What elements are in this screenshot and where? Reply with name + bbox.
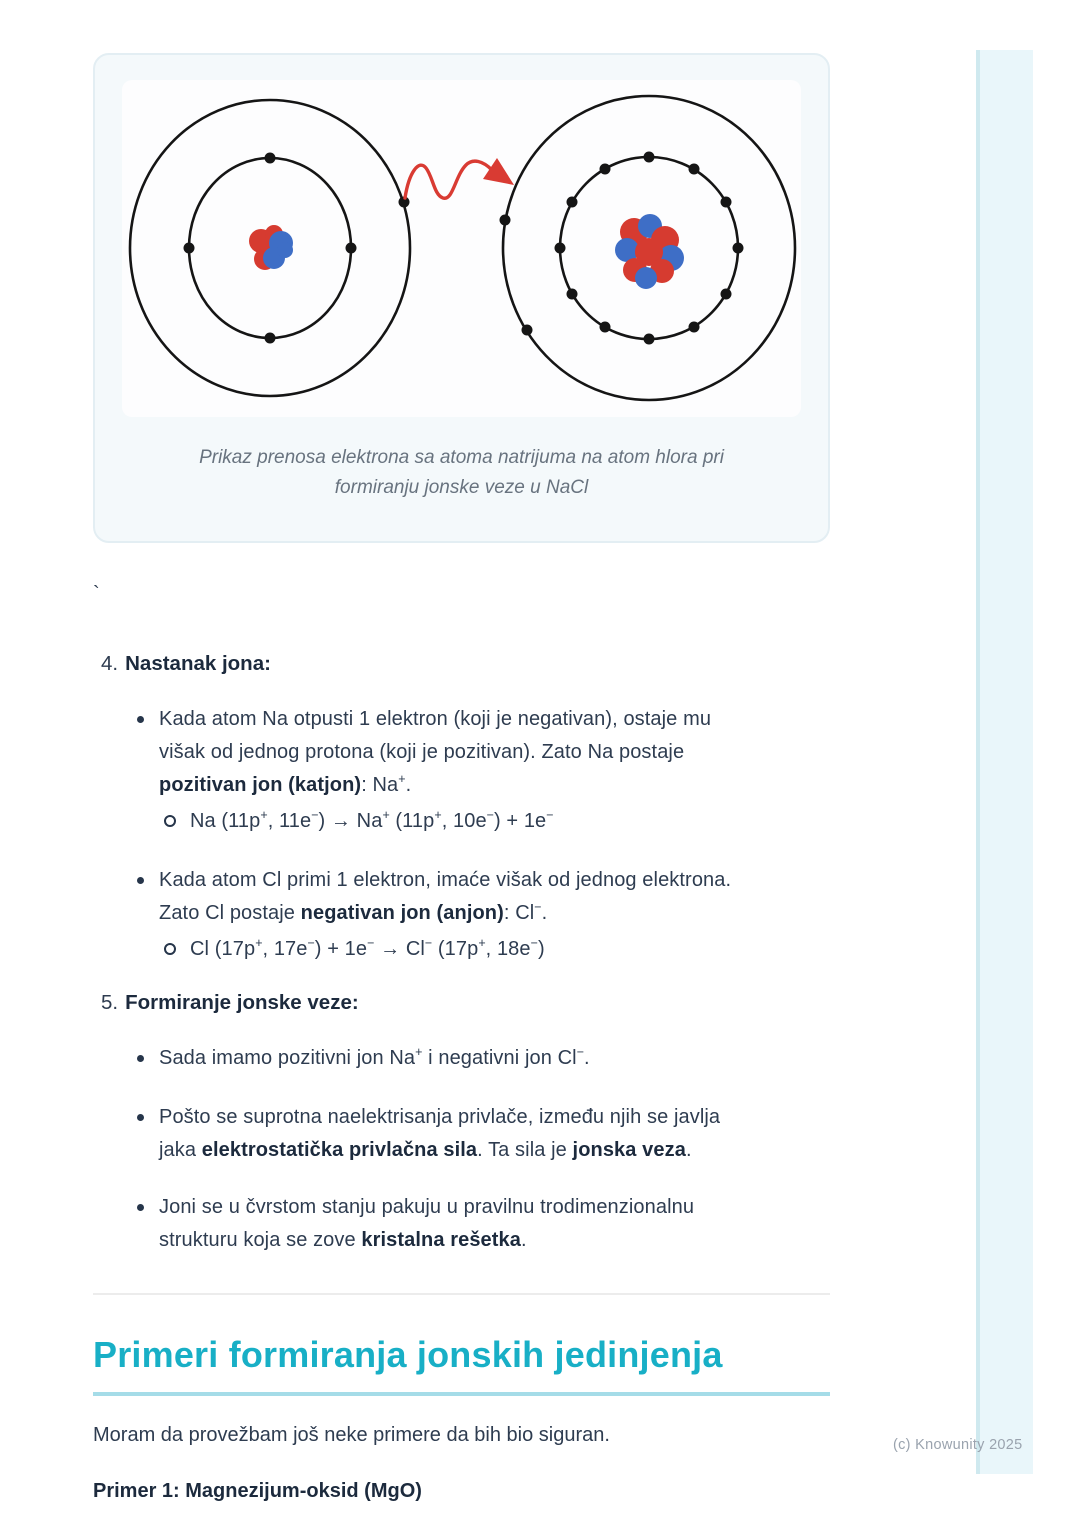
bullet-dot-icon <box>137 716 144 723</box>
list-item <box>93 1191 830 1257</box>
chlorine-nucleus <box>615 214 684 289</box>
list-item <box>93 1042 830 1077</box>
section-5-title <box>101 988 830 1018</box>
section-4-number: 4. <box>101 652 119 675</box>
bullet-text: Kada atom Na otpusti 1 elektron (koji je negativan), ostaje mu višak od jednog protona (koji je pozitivan). Zato Na postaje pozitivan jon (katjon): Na+. <box>159 708 712 796</box>
bullet-text: Kada atom Cl primi 1 elektron, imaće višak od jednog elektrona. Zato Cl postaje negativan jon (anjon): Cl−. <box>159 869 732 924</box>
sub-bullet-text: Na (11p+, 11e−) → Na+ (11p+, 10e−) + 1e− <box>190 808 554 832</box>
bullet-text: Sada imamo pozitivni jon Na+ i negativni jon Cl−. <box>159 1045 590 1069</box>
watermark: (c) Knowunity 2025 <box>893 1437 1023 1453</box>
sodium-atom-diagram <box>130 100 410 396</box>
section-5-number: 5. <box>101 991 119 1014</box>
bullet-dot-icon <box>137 1204 144 1211</box>
stray-backtick: ` <box>93 583 100 605</box>
example-1-title: Primer 1: Magnezijum-oksid (MgO) <box>93 1480 422 1502</box>
chlorine-atom-diagram <box>500 96 796 400</box>
bullet-text: Pošto se suprotna naelektrisanja privlače, između njih se javlja jaka elektrostatička privlačna sila. Ta sila je jonska veza. <box>159 1106 721 1161</box>
bullet-text: Joni se u čvrstom stanju pakuju u pravilnu trodimenzionalnu strukturu koja se zove kristalna rešetka. <box>159 1196 695 1251</box>
list-item <box>93 1101 830 1167</box>
sub-bullet-text: Cl (17p+, 17e−) + 1e− → Cl− (17p+, 18e−) <box>190 936 545 960</box>
bullet-dot-icon <box>137 1114 144 1121</box>
bullet-dot-icon <box>137 1055 144 1062</box>
section-5-title-text: Formiranje jonske veze: <box>125 991 359 1014</box>
atoms-diagram <box>122 80 801 417</box>
sub-bullet-circle-icon <box>164 815 176 827</box>
list-item <box>93 703 830 804</box>
figure-card <box>93 53 830 543</box>
list-item <box>93 864 830 932</box>
section-4-title-text: Nastanak jona: <box>125 652 271 675</box>
sub-bullet-circle-icon <box>164 943 176 955</box>
sub-list-item <box>93 805 830 840</box>
sub-list-item <box>93 933 830 968</box>
examples-intro: Moram da provežbam još neke primere da bih bio siguran. <box>93 1424 610 1446</box>
sodium-nucleus <box>249 225 293 270</box>
bullet-dot-icon <box>137 877 144 884</box>
section-divider <box>93 1293 830 1295</box>
figure-caption: Prikaz prenosa elektrona sa atoma natrijuma na atom hlora pri formiranju jonske veze u NaCl <box>199 447 724 498</box>
section-4-title <box>101 649 830 679</box>
heading-underline <box>93 1392 830 1396</box>
document-content <box>93 53 830 1503</box>
electron-transfer-arrow-icon <box>405 158 514 198</box>
right-accent-bar <box>976 50 1033 1474</box>
electron-transfer-svg <box>122 80 801 417</box>
examples-heading: Primeri formiranja jonskih jedinjenja <box>93 1334 723 1375</box>
